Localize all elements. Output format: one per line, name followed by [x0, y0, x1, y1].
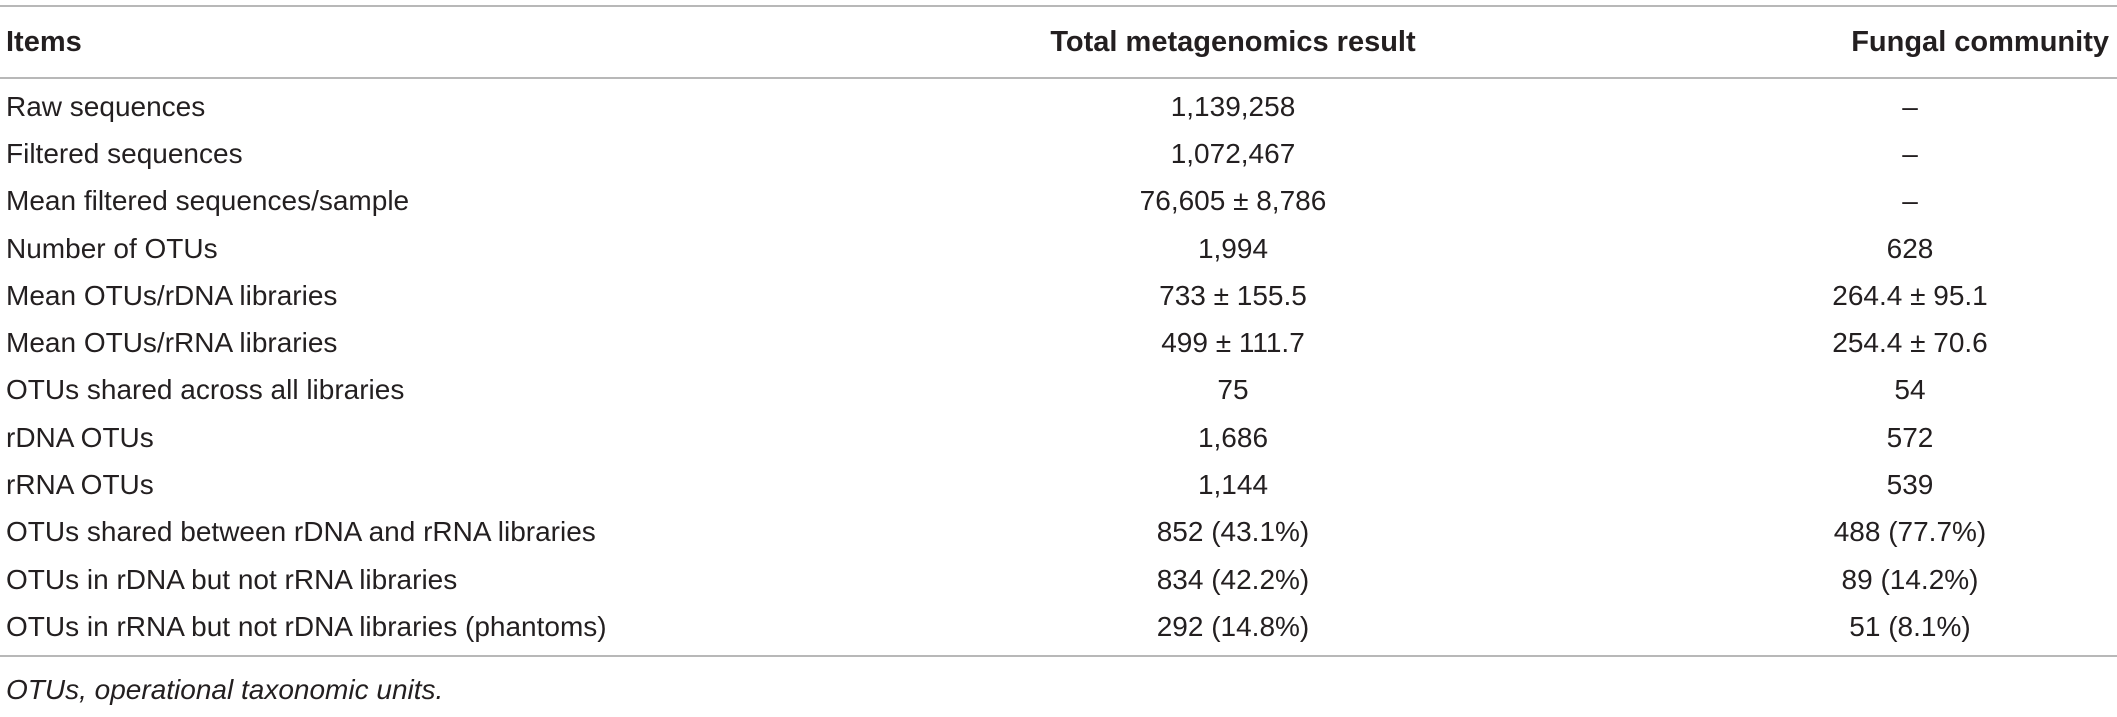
table-row — [0, 272, 2117, 319]
table-row — [0, 414, 2117, 461]
cell-total: 499 ± 111.7 — [1161, 327, 1305, 359]
cell-item: OTUs in rDNA but not rRNA libraries — [6, 563, 458, 595]
cell-item: Raw sequences — [6, 90, 206, 122]
table-row — [0, 225, 2117, 272]
cell-item: Mean filtered sequences/sample — [6, 185, 410, 217]
cell-fungal: 628 — [1886, 232, 1934, 264]
cell-total: 1,139,258 — [1170, 90, 1296, 122]
table-header — [0, 6, 2117, 78]
table-footnote: OTUs, operational taxonomic units. — [6, 674, 444, 705]
header-fungal-community: Fungal community — [1851, 25, 2109, 58]
cell-item: OTUs in rRNA but not rDNA libraries (phantoms) — [6, 610, 607, 642]
cell-total: 733 ± 155.5 — [1159, 279, 1307, 311]
cell-fungal: 254.4 ± 70.6 — [1832, 327, 1988, 359]
table-row — [0, 130, 2117, 177]
cell-item: Mean OTUs/rRNA libraries — [6, 327, 338, 359]
cell-fungal: 539 — [1886, 469, 1934, 501]
cell-fungal: – — [1902, 137, 1918, 169]
cell-fungal: 572 — [1886, 421, 1934, 453]
cell-fungal: 89 (14.2%) — [1841, 563, 1979, 595]
table-row — [0, 78, 2117, 130]
cell-total: 292 (14.8%) — [1156, 610, 1310, 642]
cell-item: OTUs shared between rDNA and rRNA libraries — [6, 516, 596, 548]
cell-total: 1,686 — [1197, 421, 1269, 453]
table-row — [0, 556, 2117, 603]
cell-fungal: 54 — [1894, 374, 1926, 406]
header-row — [0, 6, 2117, 78]
cell-fungal: – — [1902, 90, 1918, 122]
cell-fungal: 51 (8.1%) — [1849, 610, 1971, 642]
table-row — [0, 367, 2117, 414]
cell-item: rRNA OTUs — [6, 469, 154, 501]
table-row — [0, 509, 2117, 556]
header-items: Items — [6, 25, 82, 58]
table-row — [0, 603, 2117, 655]
cell-item: rDNA OTUs — [6, 421, 154, 453]
cell-total: 834 (42.2%) — [1156, 563, 1310, 595]
table-row — [0, 461, 2117, 508]
cell-total: 76,605 ± 8,786 — [1139, 185, 1327, 217]
cell-total: 1,144 — [1197, 469, 1269, 501]
header-total-metagenomics: Total metagenomics result — [1050, 25, 1416, 58]
cell-total: 1,072,467 — [1170, 137, 1296, 169]
cell-total: 852 (43.1%) — [1156, 516, 1310, 548]
cell-total: 75 — [1217, 374, 1249, 406]
cell-fungal: 264.4 ± 95.1 — [1832, 279, 1988, 311]
table-row — [0, 178, 2117, 225]
data-table — [0, 5, 2117, 657]
cell-fungal: 488 (77.7%) — [1833, 516, 1987, 548]
cell-item: OTUs shared across all libraries — [6, 374, 405, 406]
table-row — [0, 319, 2117, 366]
cell-item: Number of OTUs — [6, 232, 218, 264]
cell-total: 1,994 — [1197, 232, 1269, 264]
cell-item: Mean OTUs/rDNA libraries — [6, 279, 338, 311]
cell-item: Filtered sequences — [6, 137, 243, 169]
cell-fungal: – — [1902, 185, 1918, 217]
table-body — [0, 78, 2117, 656]
